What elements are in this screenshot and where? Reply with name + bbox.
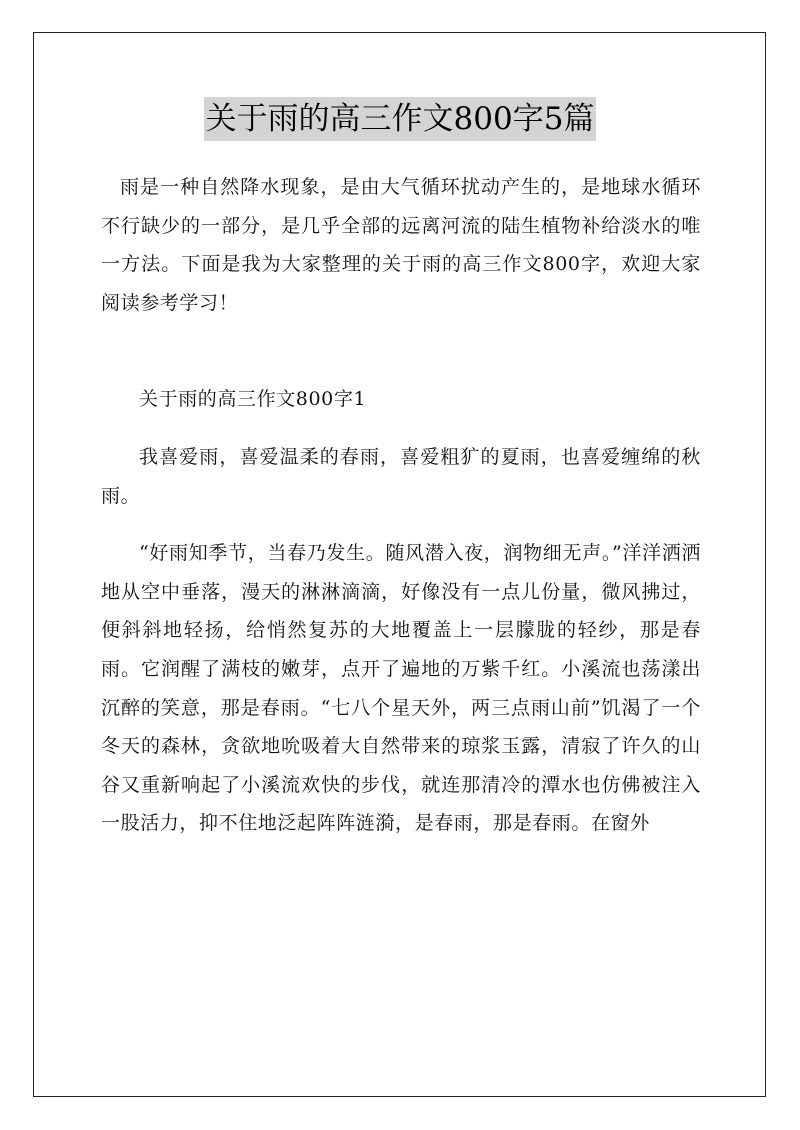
body-paragraph: 我喜爱雨，喜爱温柔的春雨，喜爱粗犷的夏雨，也喜爱缠绵的秋雨。: [101, 445, 701, 507]
section-spacer: [101, 322, 701, 380]
title-container: [0, 97, 800, 141]
intro-paragraph: 雨是一种自然降水现象，是由大气循环扰动产生的，是地球水循环不行缺少的一部分，是几乎全部的远离河流的陆生植物补给淡水的唯一方法。下面是我为大家整理的关于雨的高三作文800字，欢迎大家阅读参考学习！: [101, 176, 701, 314]
section-heading: 关于雨的高三作文800字1: [139, 388, 367, 411]
body-paragraph: “好雨知季节，当春乃发生。随风潜入夜，润物细无声。”洋洋洒洒地从空中垂落，漫天的淋淋滴滴，好像没有一点儿份量，微风拂过，便斜斜地轻扬，给悄然复苏的大地覆盖上一层朦胧的轻纱，那是春雨。它润醒了满枝的嫩芽，点开了遍地的万紫千红。小溪流也荡漾出沉醉的笑意，那是春雨。“七八个星天外，两三点雨山前”饥渴了一个冬天的森林，贪欲地吮吸着大自然带来的琼浆玉露，清寂了许久的山谷又重新响起了小溪流欢快的步伐，就连那清冷的潭水也仿佛被注入一股活力，抑不住地泛起阵阵涟漪，是春雨，那是春雨。在窗外: [101, 542, 701, 835]
document-title: 关于雨的高三作文800字5篇: [204, 97, 597, 141]
document-body: [101, 168, 701, 843]
